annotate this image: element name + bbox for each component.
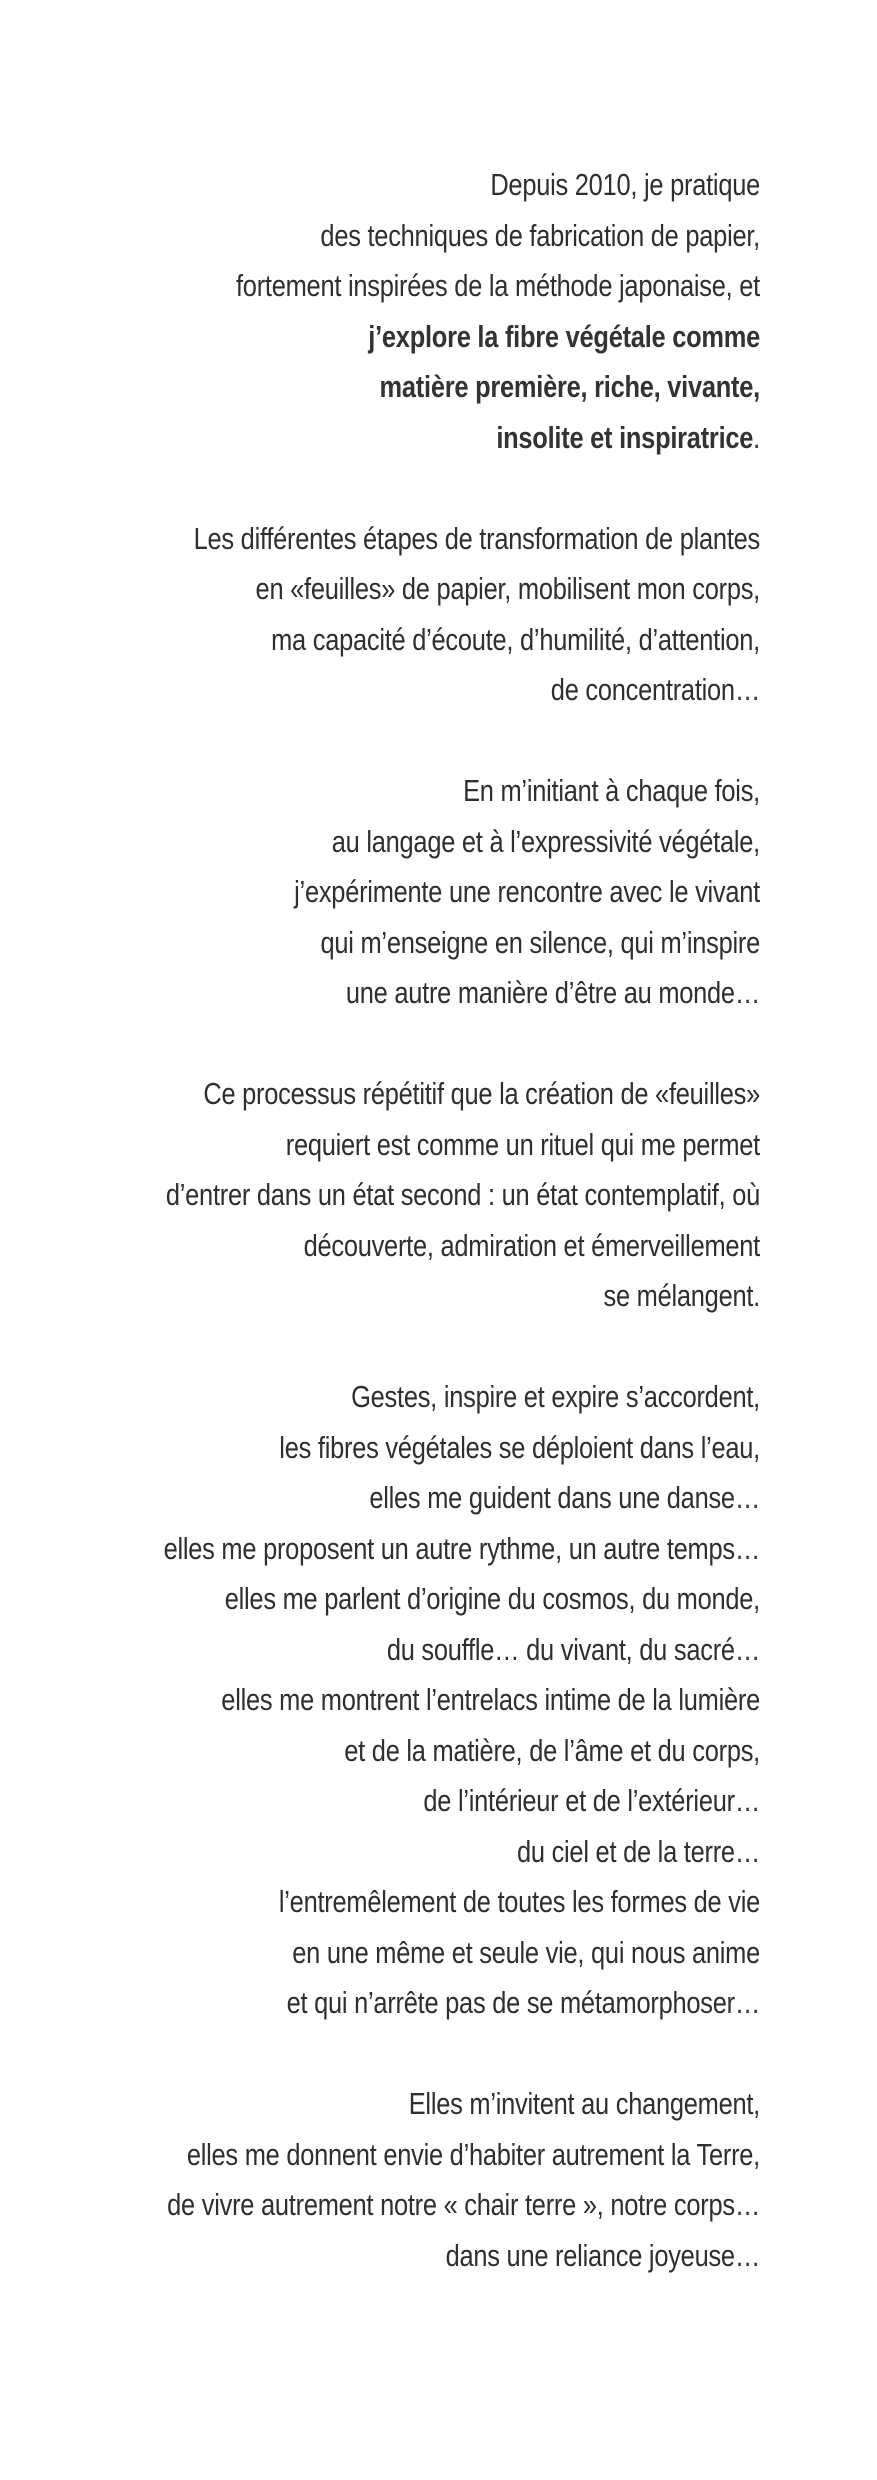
emphasized-text: matière première, riche, vivante, [379,369,760,404]
line-text: du ciel et de la terre… [516,1833,760,1869]
text-line [153,1221,760,1272]
line-text: du souffle… du vivant, du sacré… [386,1631,760,1667]
text-line [153,261,760,312]
stanza [20,1372,760,2029]
line-text: d’entrer dans un état second : un état contemplatif, où [165,1177,760,1212]
text-line [153,918,760,969]
line-text: des techniques de fabrication de papier, [320,217,760,253]
line-text: l’entremêlement de toutes les formes de vie [278,1884,760,1919]
emphasized-text: insolite et inspiratrice [496,419,754,455]
line-text: elles me parlent d’origine du cosmos, du monde, [224,1581,761,1616]
line-text: Elles m’invitent au changement, [408,2086,760,2121]
text-line [153,2130,760,2181]
text-line [153,1271,760,1322]
text-line [153,1877,760,1928]
line-text: ma capacité d’écoute, d’humilité, d’attention, [271,621,760,657]
line-suffix: . [753,419,760,455]
stanza [20,766,760,1019]
text-line [153,1625,760,1676]
text-line [153,2079,760,2130]
text-line [153,1978,760,2029]
text-line [153,2231,760,2282]
line-text: dans une reliance joyeuse… [445,2237,760,2273]
text-line [153,362,760,413]
line-text: En m’initiant à chaque fois, [463,773,760,808]
line-text: requiert est comme un rituel qui me permet [285,1126,760,1162]
text-line [153,665,760,716]
line-text: en «feuilles» de papier, mobilisent mon corps, [255,571,760,606]
line-text: Depuis 2010, je pratique [490,167,760,202]
line-text: et qui n’arrête pas de se métamorphoser… [286,1985,760,2020]
text-line [153,1574,760,1625]
line-text: en une même et seule vie, qui nous anime [292,1934,760,1970]
line-text: découverte, admiration et émerveillement [303,1227,760,1263]
line-text: de vivre autrement notre « chair terre », notre corps… [167,2187,760,2222]
text-line [153,1928,760,1979]
text-line [153,766,760,817]
text-line [153,867,760,918]
line-text: elles me donnent envie d’habiter autrement la Terre, [186,2136,760,2172]
text-line [153,312,760,363]
line-text: elles me proposent un autre rythme, un autre temps… [163,1530,761,1566]
text-line [153,615,760,666]
line-text: qui m’enseigne en silence, qui m’inspire [320,924,760,960]
text-line [153,514,760,565]
stanza [20,514,760,716]
line-text: j’expérimente une rencontre avec le vivant [294,874,760,909]
text-line [153,160,760,211]
stanza [20,1069,760,1322]
line-text: Gestes, inspire et expire s’accordent, [351,1379,760,1414]
poem-text [20,160,760,2281]
text-line [153,1120,760,1171]
stanza [20,2079,760,2281]
text-line [153,1423,760,1474]
line-text: Les différentes étapes de transformation de plantes [193,520,761,556]
line-text: de concentration… [550,672,760,707]
line-text: fortement inspirées de la méthode japonaise, et [235,268,760,303]
line-text: une autre manière d’être au monde… [345,975,760,1010]
line-text: elles me guident dans une danse… [369,1480,760,1515]
text-line [153,1069,760,1120]
text-line [153,1372,760,1423]
text-line [153,1473,760,1524]
text-line [153,1524,760,1575]
line-text: Ce processus répétitif que la création de «feuilles» [203,1076,760,1111]
line-text: au langage et à l’expressivité végétale, [331,823,760,859]
text-line [153,1827,760,1878]
stanza [20,160,760,463]
line-text: et de la matière, de l’âme et du corps, [344,1732,760,1768]
line-text: se mélangent. [603,1278,760,1313]
text-line [153,211,760,262]
text-line [153,413,760,464]
emphasized-text: j’explore la fibre végétale comme [368,318,760,354]
text-line [153,1776,760,1827]
text-line [153,564,760,615]
text-line [153,1675,760,1726]
text-line [153,1726,760,1777]
text-line [153,817,760,868]
line-text: les fibres végétales se déploient dans l’eau, [279,1429,760,1465]
line-text: de l’intérieur et de l’extérieur… [423,1783,760,1818]
text-line [153,2180,760,2231]
line-text: elles me montrent l’entrelacs intime de la lumière [221,1682,760,1717]
text-line [153,1170,760,1221]
text-line [153,968,760,1019]
